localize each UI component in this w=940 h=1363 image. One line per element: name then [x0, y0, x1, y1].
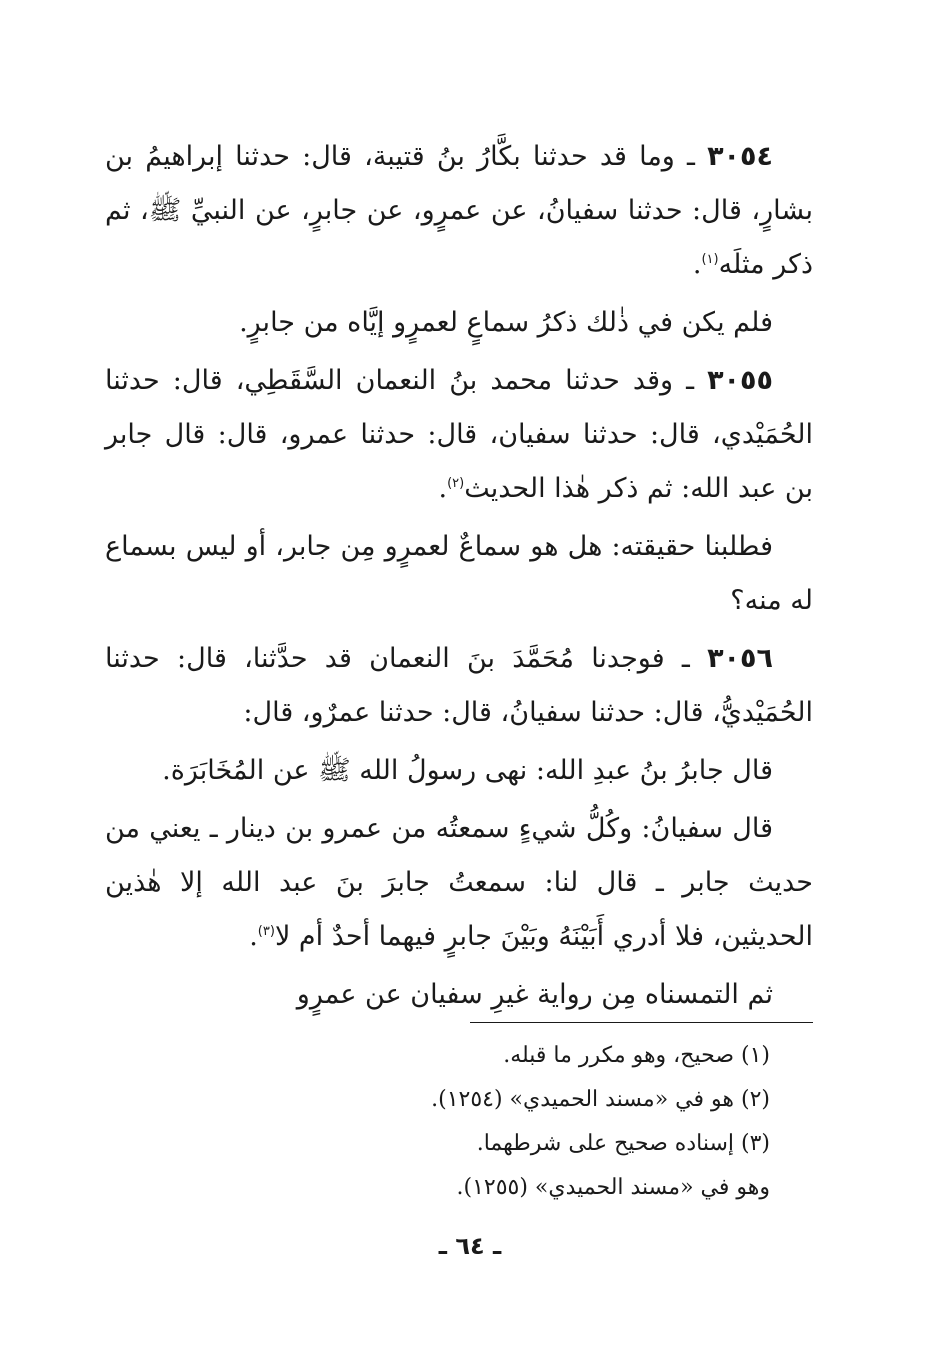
hadith-text: ـ وقد حدثنا محمد بنُ النعمان السَّقَطِي، قال: حدثنا الحُمَيْدي، قال: حدثنا سفيان، قال: حدثنا عمرو، قال: قال جابر بن عبد الله: ثم ذكر هٰذا الحديث [105, 365, 813, 504]
hadith-text: ـ وما قد حدثنا بكَّارُ بنُ قتيبة، قال: حدثنا إبراهيمُ بن بشارٍ، قال: حدثنا سفيانُ، عن عمرٍو، عن جابرٍ، عن النبيِّ ﷺ، ثم ذكر مثلَه [105, 141, 813, 280]
hadith-3055 [105, 354, 813, 516]
footnote-separator [470, 1022, 813, 1023]
comment-paragraph: فطلبنا حقيقته: هل هو سماعٌ لعمرٍو مِن جابر، أو ليس بسماع له منه؟ [105, 531, 813, 616]
closing-line: ثم التمسناه مِن رواية غيرِ سفيان عن عمرٍو [296, 979, 773, 1010]
footnotes [300, 1034, 770, 1210]
statement-text: قال سفيانُ: وكُلُّ شيءٍ سمعتُه من عمرو بن دينار ـ يعني من حديث جابر ـ قال لنا: سمعتُ جابرَ بنَ عبد الله إلا هٰذين الحديثين، فلا أدري أَبَيْنَهُ وبَيْنَ جابرٍ فيهما أحدٌ أم لا [105, 813, 813, 952]
hadith-number: ٣٠٥٦ [707, 643, 773, 674]
hadith-number: ٣٠٥٤ [707, 141, 773, 172]
sentence-end: . [692, 249, 702, 280]
hadith-3054 [105, 130, 813, 292]
footnote-3-continuation: وهو في «مسند الحميدي» (١٢٥٥). [456, 1175, 770, 1200]
sufyan-statement [105, 802, 813, 964]
footnote-2: (٢) هو في «مسند الحميدي» (١٢٥٤). [431, 1087, 770, 1112]
footnote-ref: (١) [701, 252, 719, 267]
footnote-3: (٣) إسناده صحيح على شرطهما. [476, 1131, 770, 1156]
main-text [105, 130, 813, 1026]
page-number: ـ ٦٤ ـ [438, 1232, 502, 1260]
footnote-1: (١) صحيح، وهو مكرر ما قبله. [503, 1043, 770, 1068]
jabir-statement: قال جابرُ بنُ عبدِ الله: نهى رسولُ الله ﷺ عن المُخَابَرَة. [162, 755, 773, 786]
footnote-ref: (٢) [447, 476, 465, 491]
hadith-text: ـ فوجدنا مُحَمَّدَ بنَ النعمان قد حدَّثنا، قال: حدثنا الحُمَيْديُّ، قال: حدثنا سفيانُ، قال: حدثنا عمرٌو، قال: [105, 643, 813, 728]
comment-paragraph: فلم يكن في ذٰلك ذكرُ سماعٍ لعمرٍو إيَّاه من جابرٍ. [239, 307, 773, 338]
sentence-end: . [438, 473, 448, 504]
footnote-ref: (٣) [257, 924, 275, 939]
sentence-end: . [249, 921, 258, 952]
hadith-number: ٣٠٥٥ [707, 365, 773, 396]
hadith-3056 [105, 632, 813, 740]
